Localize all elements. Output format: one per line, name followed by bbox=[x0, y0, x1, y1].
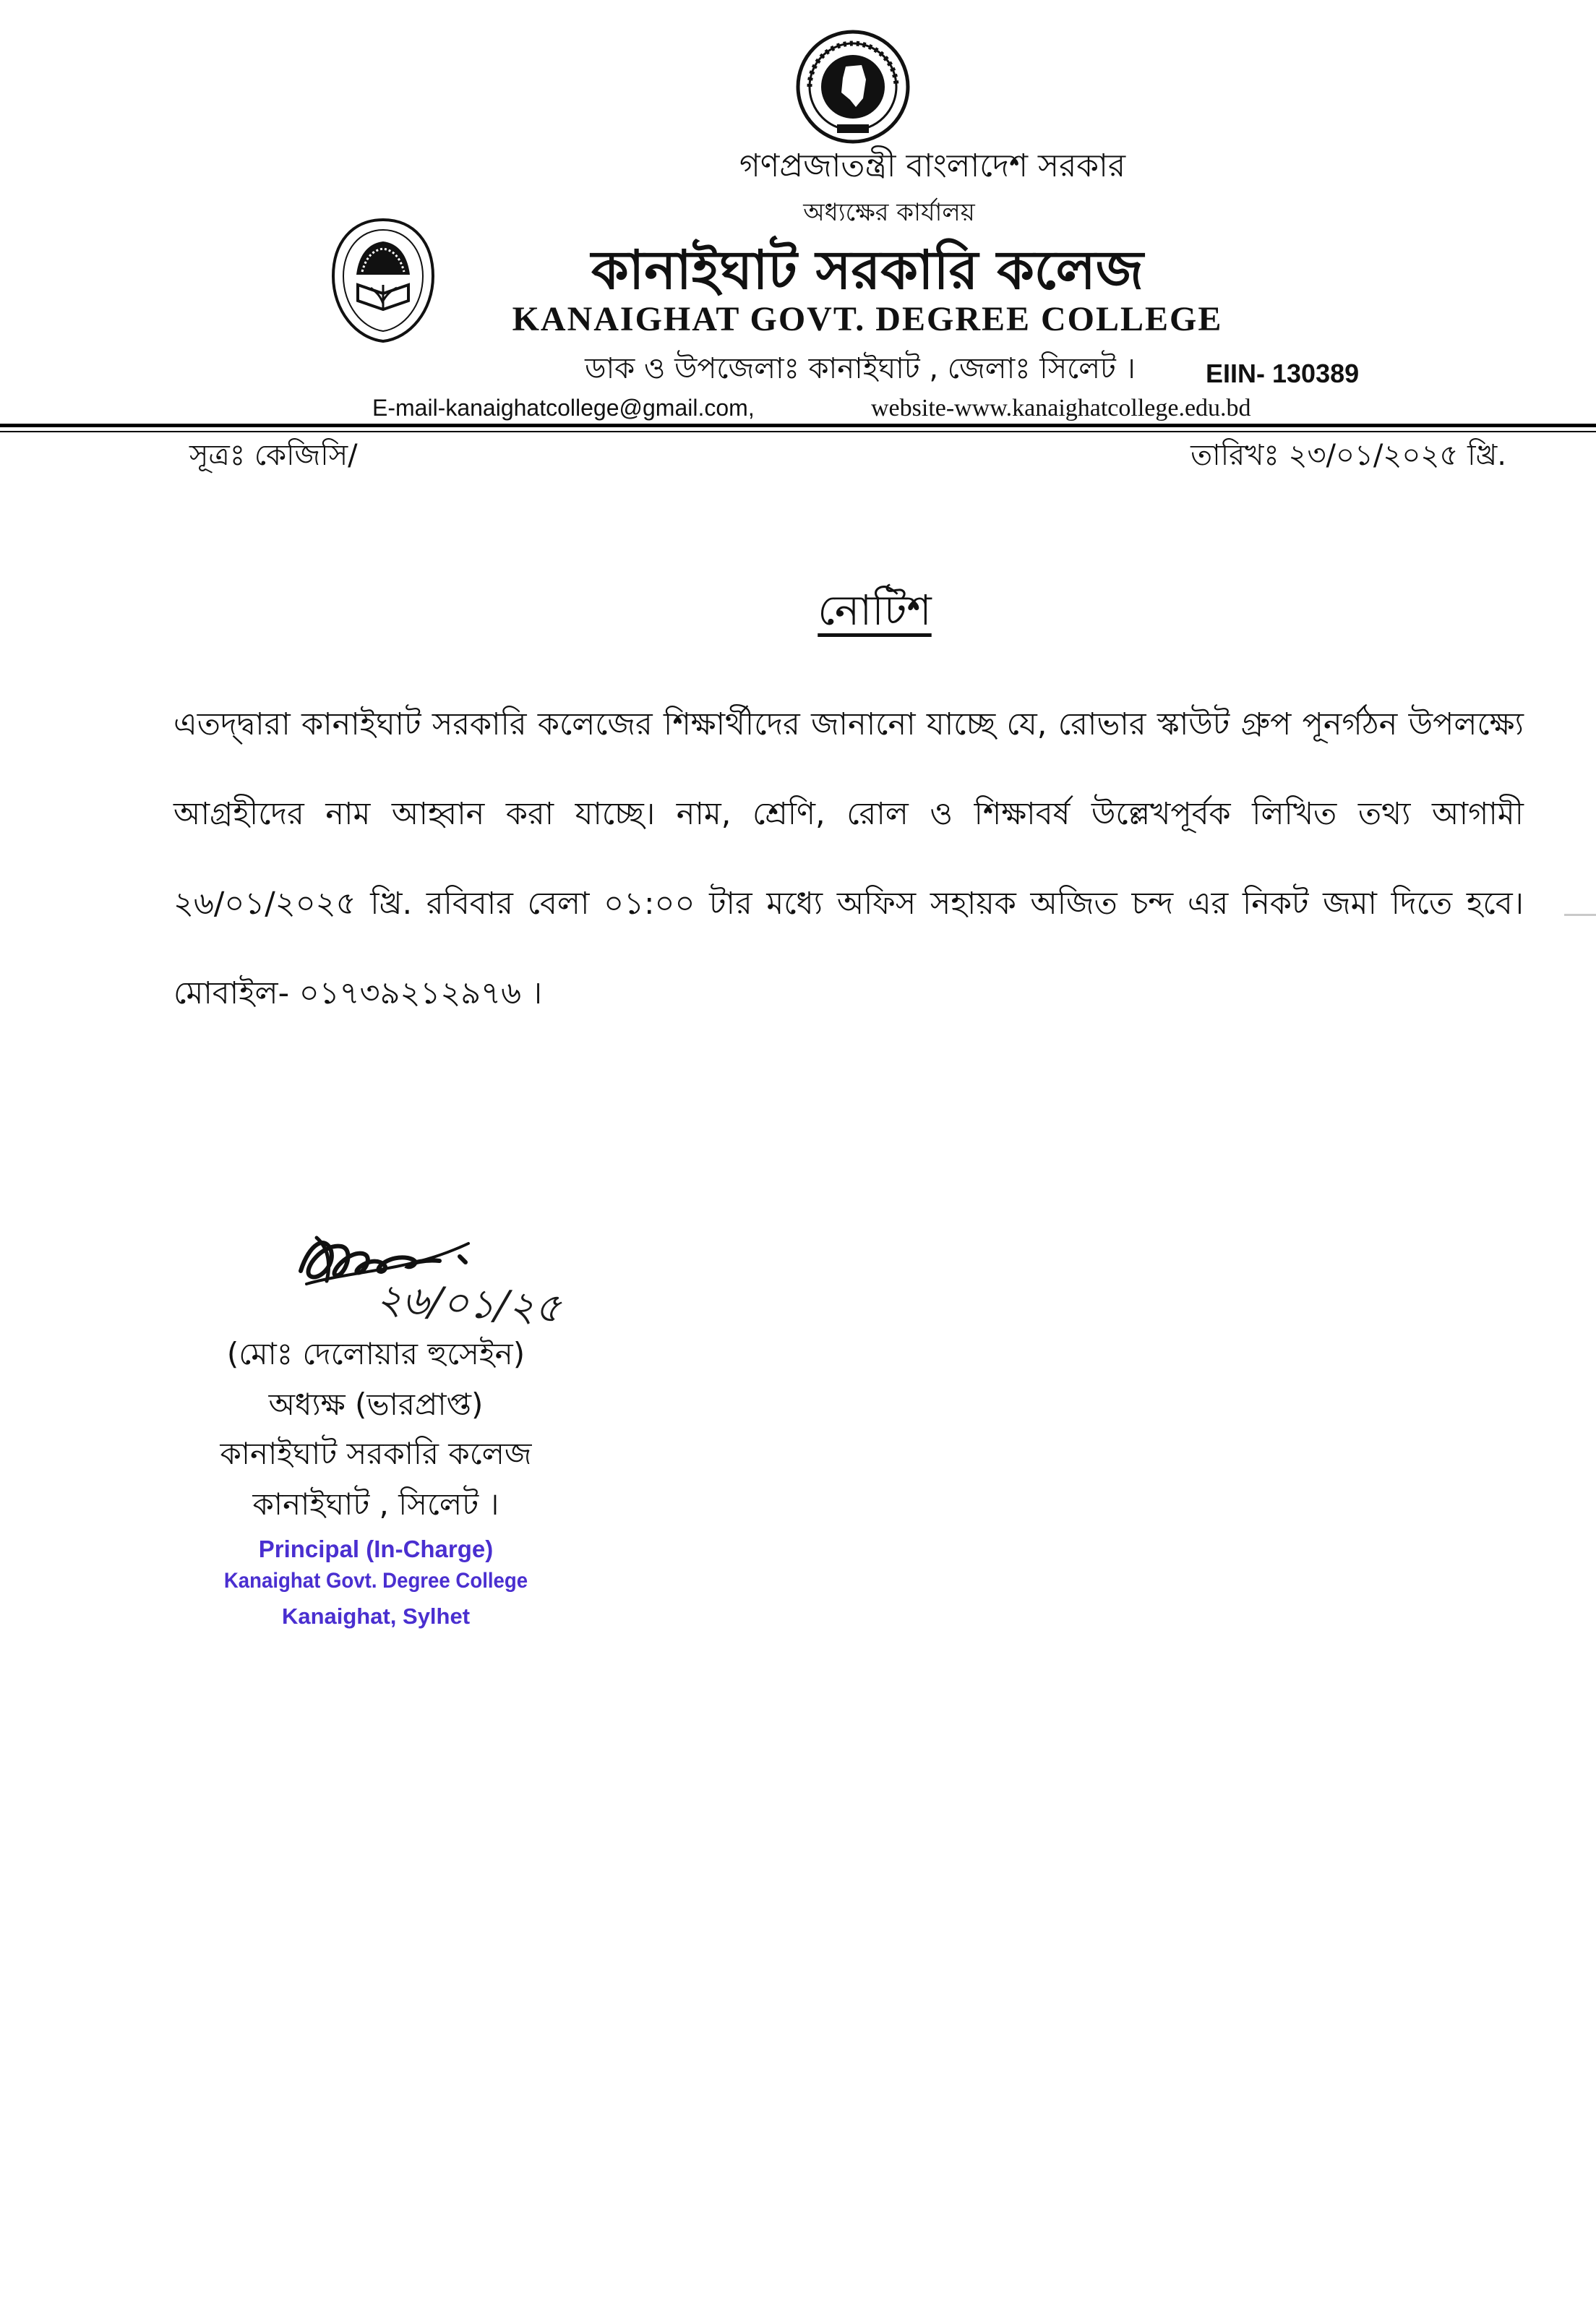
college-name-bangla: কানাইঘাট সরকারি কলেজ bbox=[591, 239, 1144, 301]
signatory-place: কানাইঘাট , সিলেট । bbox=[252, 1486, 499, 1522]
eiin-number: EIIN- 130389 bbox=[1206, 359, 1360, 388]
college-address: ডাক ও উপজেলাঃ কানাইঘাট , জেলাঃ সিলেট । bbox=[585, 352, 1136, 385]
stamp-line-place: Kanaighat, Sylhet bbox=[281, 1604, 471, 1629]
notice-body: এতদ্দ্বারা কানাইঘাট সরকারি কলেজের শিক্ষার্থীদের জানানো যাচ্ছে যে, রোভার স্কাউট গ্রুপ পূনর্গঠন উপলক্ষ্যে আগ্রহীদের নাম আহ্বান করা যাচ্ছে। নাম, শ্রেণি, রোল ও শিক্ষাবর্ষ উল্লেখপূর্বক লিখিত তথ্য আগামী ২৬/০১/২০২৫ খ্রি. রবিবার বেলা ০১:০০ টার মধ্যে অফিস সহায়ক অজিত চন্দ এর নিকট জমা দিতে হবে। মোবাইল- ০১৭৩৯২১২৯৭৬ । bbox=[173, 706, 1524, 1011]
stamp-line-college: Kanaighat Govt. Degree College bbox=[223, 1569, 528, 1593]
office-name: অধ্যক্ষের কার্যালয় bbox=[803, 198, 975, 227]
memo-date: তারিখঃ ২৩/০১/২০২৫ খ্রি. bbox=[1190, 439, 1506, 472]
college-name-english: KANAIGHAT GOVT. DEGREE COLLEGE bbox=[512, 300, 1223, 338]
government-seal-icon bbox=[795, 29, 911, 145]
college-logo-icon bbox=[329, 215, 437, 346]
email-address: E-mail-kanaighatcollege@gmail.com, bbox=[372, 395, 755, 421]
memo-reference: সূত্রঃ কেজিসি/ bbox=[189, 439, 358, 472]
scan-artifact bbox=[1564, 914, 1596, 916]
stamp-line-title: Principal (In-Charge) bbox=[258, 1536, 494, 1562]
header-divider bbox=[0, 424, 1596, 427]
signatory-college: কানাইঘাট সরকারি কলেজ bbox=[220, 1436, 532, 1471]
signatory-name: (মোঃ দেলোয়ার হুসেইন) bbox=[226, 1336, 525, 1371]
notice-title: নোটিশ bbox=[818, 586, 932, 635]
government-name: গণপ্রজাতন্ত্রী বাংলাদেশ সরকার bbox=[739, 147, 1126, 184]
website-address: website-www.kanaighatcollege.edu.bd bbox=[871, 395, 1251, 421]
signatory-title: অধ্যক্ষ (ভারপ্রাপ্ত) bbox=[268, 1387, 484, 1422]
signature-date: ২৬/০১/২৫ bbox=[374, 1275, 562, 1332]
